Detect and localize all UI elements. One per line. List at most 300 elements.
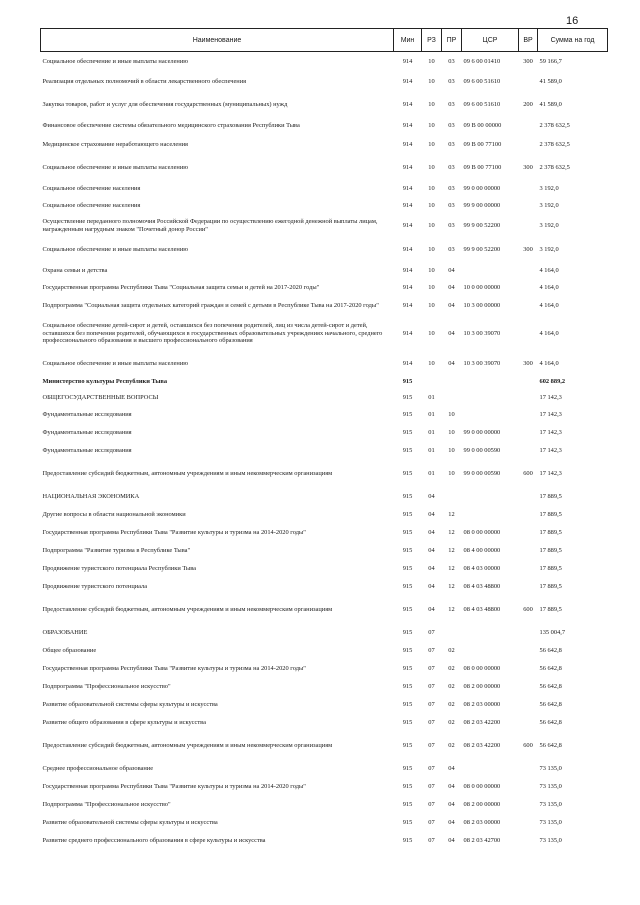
cell-pr — [442, 488, 462, 506]
cell-csr: 09 В 00 77100 — [463, 163, 502, 171]
cell-rz: 10 — [428, 58, 435, 66]
cell-pr: 03 — [448, 202, 455, 210]
cell-rz: 07 — [428, 682, 435, 690]
cell-csr: 08 0 00 00000 — [463, 664, 501, 672]
cell-rz: 10 — [428, 140, 435, 148]
cell-pr: 12 — [448, 564, 455, 572]
cell-pr: 03 — [448, 185, 455, 193]
cell-min: 915 — [402, 546, 413, 554]
table-row — [41, 760, 608, 778]
cell-pr: 12 — [448, 582, 455, 590]
cell-name: Социальное обеспечение детей-сирот и детей, оставшихся без попечения родителей, лиц из числа детей-сирот и детей, оставшихся без попечения родителей, обучающихся в государственных образовательных учреждениях начального, среднего профессионального образования и высшего профессионального образования — [42, 322, 383, 345]
cell-sum: 17 889,5 — [539, 582, 562, 590]
cell-sum: 3 192,0 — [539, 202, 559, 210]
header-csr: ЦСР — [462, 29, 519, 52]
cell-pr: 04 — [448, 782, 455, 790]
cell-vr — [519, 390, 538, 406]
cell-csr — [462, 624, 519, 642]
cell-csr: 99 0 00 00590 — [463, 469, 501, 477]
cell-pr: 04 — [448, 301, 455, 309]
cell-vr: 600 — [523, 469, 533, 477]
cell-sum: 17 142,3 — [539, 393, 562, 401]
cell-rz — [422, 375, 442, 390]
cell-name: Развитие общего образования в сфере культуры и искусства — [42, 718, 206, 726]
cell-vr — [519, 678, 538, 696]
cell-sum: 4 164,0 — [539, 359, 559, 367]
cell-min: 914 — [402, 301, 413, 309]
cell-pr: 04 — [448, 836, 455, 844]
cell-name: Предоставление субсидий бюджетным, автономным учреждениям и иным некоммерческим организациям — [42, 605, 333, 613]
cell-min: 915 — [402, 682, 413, 690]
cell-vr — [519, 135, 538, 155]
table-row — [41, 506, 608, 524]
cell-sum: 3 192,0 — [539, 221, 559, 229]
cell-sum: 17 889,5 — [539, 492, 562, 500]
cell-min: 915 — [402, 664, 413, 672]
cell-min: 915 — [402, 393, 413, 401]
cell-sum: 56 642,8 — [539, 664, 562, 672]
cell-pr: 10 — [448, 469, 455, 477]
header-pr: ПР — [442, 29, 462, 52]
cell-name: Развитие среднего профессионального образования в сфере культуры и искусства — [42, 836, 266, 844]
cell-csr: 99 9 00 52200 — [463, 245, 501, 253]
cell-sum: 56 642,8 — [539, 741, 562, 749]
cell-name: Подпрограмма "Профессиональное искусство" — [42, 682, 171, 690]
cell-sum: 2 378 632,5 — [539, 163, 570, 171]
cell-rz: 07 — [428, 718, 435, 726]
cell-sum: 73 135,0 — [539, 800, 562, 808]
cell-vr: 600 — [523, 741, 533, 749]
cell-name: Социальное обеспечение и иные выплаты населению — [42, 58, 189, 66]
cell-sum: 56 642,8 — [539, 718, 562, 726]
cell-min: 915 — [402, 718, 413, 726]
cell-min: 915 — [402, 428, 413, 436]
cell-vr — [519, 442, 538, 460]
cell-rz: 10 — [428, 267, 435, 275]
cell-vr — [519, 375, 538, 390]
table-row — [41, 315, 608, 353]
cell-vr — [519, 560, 538, 578]
cell-rz: 10 — [428, 77, 435, 85]
cell-min: 915 — [402, 378, 413, 386]
cell-min: 915 — [402, 700, 413, 708]
cell-csr: 08 4 00 00000 — [463, 546, 501, 554]
cell-csr — [462, 406, 519, 424]
cell-pr: 04 — [448, 329, 455, 337]
table-body — [41, 52, 608, 850]
cell-pr: 02 — [448, 682, 455, 690]
header-vr: ВР — [519, 29, 538, 52]
cell-sum: 17 142,3 — [539, 410, 562, 418]
cell-sum: 73 135,0 — [539, 782, 562, 790]
cell-name: Развитие образовательной системы сферы культуры и искусства — [42, 818, 218, 826]
cell-rz: 10 — [428, 245, 435, 253]
cell-vr — [519, 280, 538, 297]
table-row — [41, 353, 608, 375]
cell-csr: 09 6 00 01410 — [463, 58, 501, 66]
cell-sum: 602 889,2 — [539, 378, 566, 386]
header-sum: Сумма на год — [538, 29, 608, 52]
cell-name: Фундаментальные исследования — [42, 428, 132, 436]
cell-rz: 04 — [428, 492, 435, 500]
cell-rz: 10 — [428, 163, 435, 171]
table-row — [41, 778, 608, 796]
cell-csr: 08 2 03 42700 — [463, 836, 501, 844]
cell-min: 914 — [402, 100, 413, 108]
cell-min: 915 — [402, 446, 413, 454]
cell-name: Подпрограмма "Профессиональное искусство" — [42, 800, 171, 808]
cell-name: Фундаментальные исследования — [42, 410, 132, 418]
cell-name: Среднее профессиональное образование — [42, 764, 154, 772]
cell-vr — [519, 215, 538, 237]
cell-sum: 4 164,0 — [539, 329, 559, 337]
table-row — [41, 135, 608, 155]
cell-rz: 10 — [428, 100, 435, 108]
cell-rz: 10 — [428, 284, 435, 292]
table-row — [41, 237, 608, 263]
cell-rz: 04 — [428, 546, 435, 554]
cell-name: ОБРАЗОВАНИЕ — [42, 628, 88, 636]
table-row — [41, 181, 608, 198]
cell-vr: 300 — [523, 359, 533, 367]
table-row — [41, 263, 608, 280]
cell-vr — [519, 297, 538, 315]
cell-csr: 99 0 00 00000 — [463, 428, 501, 436]
cell-name: Продвижение туристского потенциала Республики Тыва — [42, 564, 196, 572]
cell-pr: 04 — [448, 267, 455, 275]
cell-vr — [519, 118, 538, 135]
table-row — [41, 92, 608, 118]
cell-csr: 10 0 00 00000 — [463, 284, 501, 292]
cell-min: 915 — [402, 564, 413, 572]
table-row — [41, 560, 608, 578]
cell-sum: 17 142,3 — [539, 469, 562, 477]
cell-min: 914 — [402, 245, 413, 253]
table-row — [41, 155, 608, 181]
table-row — [41, 297, 608, 315]
cell-name: Осуществление переданного полномочия Российской Федерации по осуществлению ежегодной денежной выплаты лицам, награжденным нагрудным знаком "Почетный донор России" — [42, 218, 378, 233]
cell-pr: 03 — [448, 140, 455, 148]
table-row — [41, 714, 608, 732]
cell-rz: 10 — [428, 359, 435, 367]
cell-name: Закупка товаров, работ и услуг для обеспечения государственных (муниципальных) нужд — [42, 100, 288, 108]
cell-sum: 4 164,0 — [539, 284, 559, 292]
cell-sum: 73 135,0 — [539, 818, 562, 826]
cell-name: Охрана семьи и детства — [42, 267, 108, 275]
cell-rz: 10 — [428, 221, 435, 229]
cell-sum: 41 589,0 — [539, 77, 562, 85]
cell-name: Подпрограмма "Социальная защита отдельных категорий граждан и семей с детьми в Республике Тыва на 2017-2020 годы" — [42, 301, 379, 309]
cell-vr — [519, 72, 538, 92]
cell-csr: 10 3 00 39070 — [463, 359, 501, 367]
cell-vr — [519, 814, 538, 832]
cell-min: 915 — [402, 605, 413, 613]
header-min: Мин — [394, 29, 422, 52]
cell-pr: 04 — [448, 818, 455, 826]
table-row — [41, 406, 608, 424]
cell-rz: 04 — [428, 605, 435, 613]
cell-csr — [462, 760, 519, 778]
cell-csr — [462, 642, 519, 660]
cell-name: Финансовое обеспечение системы обязательного медицинского страхования Республики Тыва — [42, 122, 300, 130]
cell-vr: 600 — [523, 605, 533, 613]
cell-name: Подпрограмма "Развитие туризма в Республике Тыва" — [42, 546, 191, 554]
budget-table — [40, 28, 608, 850]
cell-vr: 300 — [523, 163, 533, 171]
cell-csr: 08 2 03 42200 — [463, 718, 501, 726]
table-row — [41, 660, 608, 678]
table-row — [41, 542, 608, 560]
cell-sum: 41 589,0 — [539, 100, 562, 108]
cell-min: 915 — [402, 800, 413, 808]
cell-csr — [462, 488, 519, 506]
cell-vr — [519, 714, 538, 732]
cell-csr: 08 2 00 00000 — [463, 800, 501, 808]
cell-sum: 17 889,5 — [539, 510, 562, 518]
cell-rz: 10 — [428, 301, 435, 309]
table-row — [41, 118, 608, 135]
cell-vr — [519, 832, 538, 850]
cell-min: 915 — [402, 741, 413, 749]
cell-pr — [442, 375, 462, 390]
cell-vr — [519, 642, 538, 660]
cell-csr: 08 2 00 00000 — [463, 682, 501, 690]
cell-rz: 07 — [428, 818, 435, 826]
cell-name: НАЦИОНАЛЬНАЯ ЭКОНОМИКА — [42, 492, 140, 500]
cell-pr: 10 — [448, 428, 455, 436]
cell-csr: 08 2 03 00000 — [463, 818, 501, 826]
cell-min: 914 — [402, 163, 413, 171]
cell-csr: 09 В 00 77100 — [463, 140, 502, 148]
cell-pr — [442, 624, 462, 642]
cell-min: 915 — [402, 836, 413, 844]
cell-rz: 04 — [428, 564, 435, 572]
cell-pr: 12 — [448, 510, 455, 518]
cell-pr: 03 — [448, 58, 455, 66]
cell-rz: 04 — [428, 528, 435, 536]
cell-min: 915 — [402, 582, 413, 590]
cell-sum: 17 142,3 — [539, 428, 562, 436]
cell-rz: 07 — [428, 664, 435, 672]
table-row — [41, 814, 608, 832]
cell-sum: 3 192,0 — [539, 185, 559, 193]
cell-rz: 10 — [428, 202, 435, 210]
table-row — [41, 424, 608, 442]
page-number: 16 — [566, 15, 579, 27]
cell-min: 915 — [402, 528, 413, 536]
cell-vr — [519, 760, 538, 778]
cell-pr: 03 — [448, 221, 455, 229]
cell-pr: 12 — [448, 546, 455, 554]
table-row — [41, 72, 608, 92]
table-row — [41, 678, 608, 696]
cell-vr: 200 — [523, 100, 533, 108]
cell-rz: 07 — [428, 800, 435, 808]
cell-sum: 2 378 632,5 — [539, 122, 570, 130]
cell-min: 914 — [402, 202, 413, 210]
cell-name: Социальное обеспечение населения — [42, 202, 141, 210]
cell-vr: 300 — [523, 245, 533, 253]
table-header-row — [41, 29, 608, 52]
cell-vr — [519, 488, 538, 506]
cell-vr — [519, 424, 538, 442]
cell-vr — [519, 181, 538, 198]
cell-rz: 01 — [428, 469, 435, 477]
table-row — [41, 642, 608, 660]
cell-csr — [462, 390, 519, 406]
cell-name: Государственная программа Республики Тыва "Социальная защита семьи и детей на 2017-2020 годы" — [42, 284, 320, 292]
cell-min: 915 — [402, 469, 413, 477]
cell-pr: 02 — [448, 718, 455, 726]
cell-vr — [519, 696, 538, 714]
cell-name: Фундаментальные исследования — [42, 446, 132, 454]
cell-name: Общее образование — [42, 646, 97, 654]
cell-csr: 08 0 00 00000 — [463, 782, 501, 790]
cell-sum: 17 889,5 — [539, 564, 562, 572]
cell-pr: 02 — [448, 646, 455, 654]
cell-pr: 03 — [448, 100, 455, 108]
cell-min: 914 — [402, 77, 413, 85]
header-rz: РЗ — [422, 29, 442, 52]
cell-rz: 07 — [428, 764, 435, 772]
cell-csr: 08 4 03 48800 — [463, 605, 501, 613]
cell-sum: 17 889,5 — [539, 546, 562, 554]
cell-pr: 03 — [448, 122, 455, 130]
cell-name: Социальное обеспечение и иные выплаты населению — [42, 359, 189, 367]
cell-sum: 4 164,0 — [539, 267, 559, 275]
cell-sum: 4 164,0 — [539, 301, 559, 309]
cell-name: Государственная программа Республики Тыва "Развитие культуры и туризма на 2014-2020 годы" — [42, 782, 306, 790]
table-row — [41, 215, 608, 237]
cell-csr: 99 9 00 00000 — [463, 202, 501, 210]
cell-min: 915 — [402, 628, 413, 636]
cell-min: 914 — [402, 267, 413, 275]
cell-rz: 01 — [428, 428, 435, 436]
cell-vr — [519, 624, 538, 642]
cell-csr: 09 6 00 51610 — [463, 100, 501, 108]
cell-name: Медицинское страхование неработающего населения — [42, 140, 188, 148]
cell-rz: 01 — [428, 446, 435, 454]
cell-vr — [519, 263, 538, 280]
cell-min: 915 — [402, 646, 413, 654]
cell-min: 914 — [402, 185, 413, 193]
table-row — [41, 624, 608, 642]
cell-min: 914 — [402, 359, 413, 367]
cell-min: 914 — [402, 284, 413, 292]
cell-pr: 12 — [448, 605, 455, 613]
cell-csr: 99 9 00 52200 — [463, 221, 501, 229]
cell-name: Продвижение туристского потенциала — [42, 582, 148, 590]
table-row — [41, 578, 608, 596]
cell-min: 914 — [402, 122, 413, 130]
cell-vr — [519, 796, 538, 814]
cell-pr: 10 — [448, 410, 455, 418]
cell-sum: 2 378 632,5 — [539, 140, 570, 148]
cell-rz: 01 — [428, 410, 435, 418]
cell-rz: 07 — [428, 836, 435, 844]
cell-min: 915 — [402, 492, 413, 500]
cell-sum: 59 166,7 — [539, 58, 562, 66]
cell-rz: 07 — [428, 741, 435, 749]
table-row — [41, 488, 608, 506]
cell-sum: 17 889,5 — [539, 605, 562, 613]
cell-min: 915 — [402, 764, 413, 772]
table-row — [41, 732, 608, 760]
cell-rz: 10 — [428, 185, 435, 193]
cell-sum: 56 642,8 — [539, 646, 562, 654]
table-row — [41, 442, 608, 460]
cell-min: 914 — [402, 221, 413, 229]
cell-csr: 10 3 00 39070 — [463, 329, 501, 337]
cell-csr — [462, 263, 519, 280]
cell-sum: 3 192,0 — [539, 245, 559, 253]
cell-vr — [519, 506, 538, 524]
cell-pr: 04 — [448, 800, 455, 808]
cell-csr — [462, 506, 519, 524]
table-row — [41, 524, 608, 542]
cell-rz: 07 — [428, 782, 435, 790]
table-row — [41, 280, 608, 297]
cell-name: Социальное обеспечение и иные выплаты населению — [42, 163, 189, 171]
cell-vr — [519, 315, 538, 353]
cell-sum: 56 642,8 — [539, 700, 562, 708]
cell-name: Развитие образовательной системы сферы культуры и искусства — [42, 700, 218, 708]
cell-min: 915 — [402, 510, 413, 518]
cell-pr: 04 — [448, 284, 455, 292]
cell-name: Социальное обеспечение и иные выплаты населению — [42, 245, 189, 253]
table-row — [41, 460, 608, 488]
cell-vr — [519, 778, 538, 796]
cell-vr — [519, 578, 538, 596]
cell-sum: 56 642,8 — [539, 682, 562, 690]
cell-csr: 10 3 00 00000 — [463, 301, 501, 309]
cell-vr — [519, 198, 538, 215]
cell-rz: 10 — [428, 122, 435, 130]
cell-pr: 03 — [448, 245, 455, 253]
cell-min: 914 — [402, 140, 413, 148]
table-row — [41, 796, 608, 814]
cell-name: ОБЩЕГОСУДАРСТВЕННЫЕ ВОПРОСЫ — [42, 393, 159, 401]
cell-name: Реализация отдельных полномочий в области лекарственного обеспечения — [42, 77, 247, 85]
cell-rz: 01 — [428, 393, 435, 401]
cell-sum: 73 135,0 — [539, 836, 562, 844]
table-row — [41, 375, 608, 390]
cell-pr: 10 — [448, 446, 455, 454]
cell-name: Предоставление субсидий бюджетным, автономным учреждениям и иным некоммерческим организациям — [42, 469, 333, 477]
cell-sum: 73 135,0 — [539, 764, 562, 772]
cell-name: Другие вопросы в области национальной экономики — [42, 510, 186, 518]
cell-vr — [519, 524, 538, 542]
cell-sum: 135 004,7 — [539, 628, 566, 636]
cell-name: Государственная программа Республики Тыва "Развитие культуры и туризма на 2014-2020 годы" — [42, 664, 306, 672]
cell-pr: 02 — [448, 664, 455, 672]
cell-csr: 08 2 03 00000 — [463, 700, 501, 708]
cell-csr: 09 6 00 51610 — [463, 77, 501, 85]
table-row — [41, 390, 608, 406]
cell-pr: 04 — [448, 764, 455, 772]
cell-csr: 08 0 00 00000 — [463, 528, 501, 536]
cell-rz: 10 — [428, 329, 435, 337]
cell-pr — [442, 390, 462, 406]
cell-pr: 12 — [448, 528, 455, 536]
cell-min: 915 — [402, 818, 413, 826]
cell-rz: 04 — [428, 582, 435, 590]
cell-csr: 09 В 00 00000 — [463, 122, 502, 130]
cell-vr — [519, 660, 538, 678]
cell-rz: 04 — [428, 510, 435, 518]
table-row — [41, 198, 608, 215]
cell-vr — [519, 542, 538, 560]
